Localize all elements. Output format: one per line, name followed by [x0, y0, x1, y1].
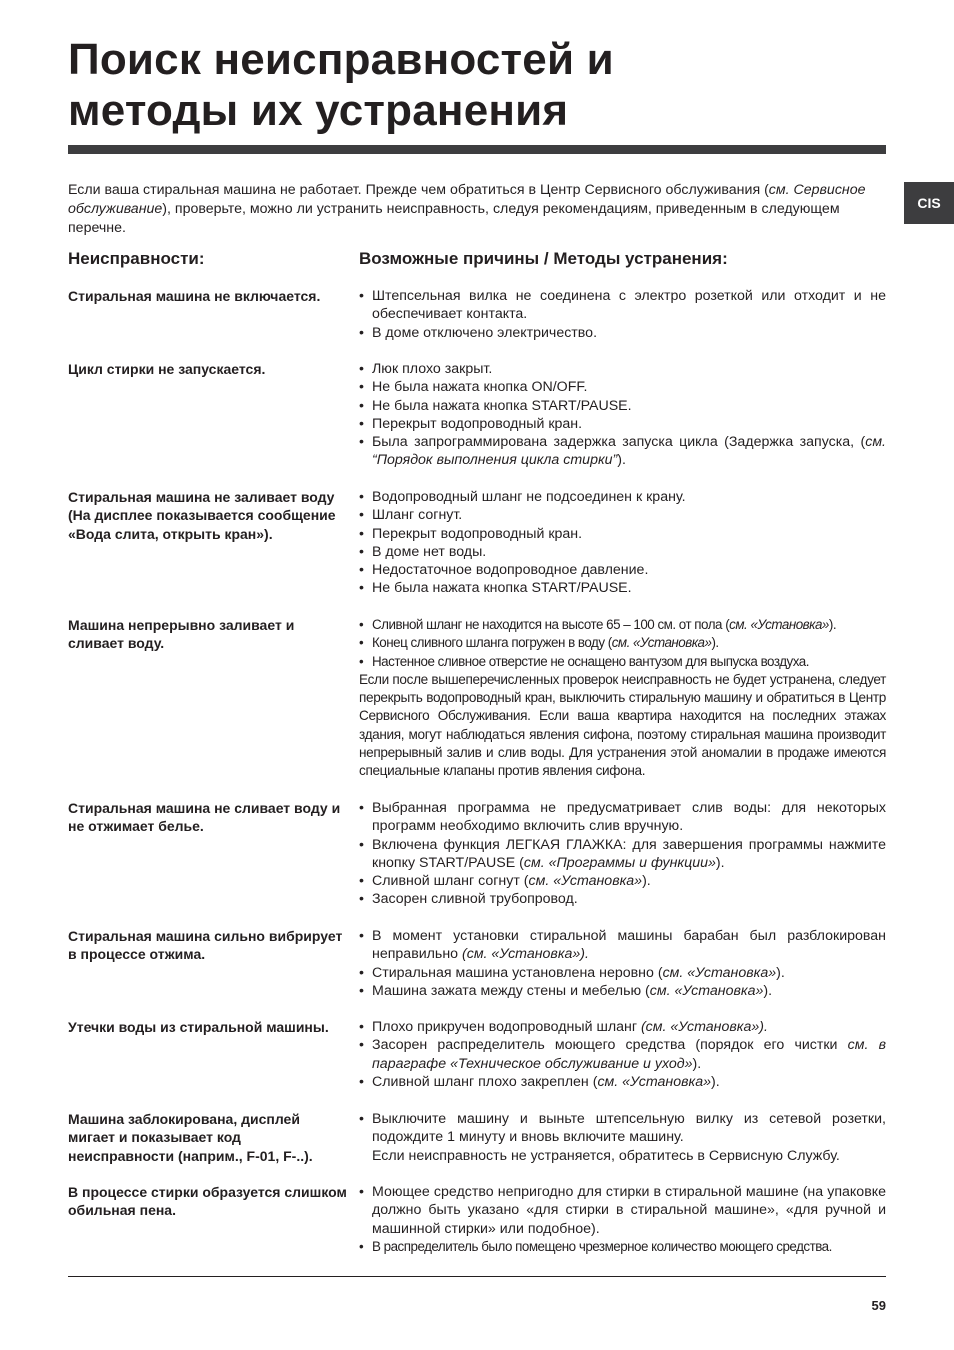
problem-label: В процессе стирки образуется слишком обильная пена.	[68, 1184, 347, 1219]
cause-text: Конец сливного шланга погружен в воду (	[372, 635, 612, 651]
language-tab-label: CIS	[917, 195, 941, 211]
title-line-2: методы их устранения	[68, 86, 569, 135]
cause-text: ).	[711, 1073, 720, 1090]
intro-text-2: ), проверьте, можно ли устранить неисправность, следуя рекомендациям, приведенным в следующем перечне.	[68, 201, 840, 236]
cause-note: Если после вышеперечисленных проверок неисправность не будет устранена, следует перекрыть водопроводный кран, выключить стиральную машину и обратиться в Центр Сервисного Обслуживания. Если ваша квартира находится на последних этажах здания, могут наблюдаться явления сифона, поэтому стиральная машина производит непрерывный залив и слив воды. Для устранения этой аномалии в продаже имеются специальные клапаны против явления сифона.	[359, 671, 886, 779]
cause-text: ).	[711, 635, 719, 651]
cause-text: Включена функция ЛЕГКАЯ ГЛАЖКА: для завершения программы нажмите кнопку START/PAUSE (	[372, 836, 886, 871]
cause-reference: см. «Установка»	[597, 1073, 712, 1090]
cause-reference: см. «Установка»	[611, 635, 712, 651]
cause-item	[359, 1036, 886, 1073]
causes-block	[359, 287, 886, 342]
cause-item	[359, 836, 886, 873]
cause-item: • Моющее средство непригодно для стирки в стиральной машине (на упаковке должно быть указано «для стирки в стиральной машине», «для ручной и машинной стирки» или подобное).	[359, 1183, 886, 1238]
cause-reference: см. в параграфе «Техническое обслуживание и уход»	[372, 1037, 886, 1072]
causes-block	[359, 799, 886, 909]
column-heading-problems: Неисправности:	[68, 249, 205, 268]
cause-item: • В доме отключено электричество.	[359, 324, 886, 342]
cause-note: Если неисправность не устраняется, обратитесь в Сервисную Службу.	[372, 1147, 840, 1164]
cause-text: ).	[776, 964, 785, 981]
cause-reference: см. «Установка»	[729, 617, 829, 632]
cause-text: ).	[715, 854, 725, 871]
cause-text: Стиральная машина установлена неровно (	[372, 964, 663, 981]
cause-item: • Шланг согнут.	[359, 506, 886, 524]
cause-item	[359, 964, 886, 982]
cause-reference: см. «Установка»	[528, 873, 643, 890]
intro-paragraph	[68, 181, 883, 238]
cause-text: Была запрограммирована задержка запуска цикла (Задержка запуска,	[372, 434, 855, 451]
causes-block	[359, 616, 886, 781]
cause-reference: (см. «Установка»).	[640, 1019, 768, 1035]
cause-item: • Засорен сливной трубопровод.	[359, 890, 886, 908]
problem-label: Машина заблокирована, дисплей мигает и показывает код неисправности (наприм., F-01, F-..).	[68, 1111, 313, 1164]
cause-text: ).	[763, 982, 773, 999]
causes-block	[359, 360, 886, 470]
cause-text: ).	[642, 873, 651, 890]
cause-item: • Не была нажата кнопка START/PAUSE.	[359, 579, 886, 597]
cause-text: Засорен распределитель моющего средства (порядок его чистки	[372, 1037, 848, 1054]
causes-block	[359, 927, 886, 1000]
problem-label: Утечки воды из стиральной машины.	[68, 1019, 329, 1035]
cause-text: Сливной шланг не находится на высоте 65 – 100 см. от пола (	[372, 617, 730, 632]
cause-reference: см. «Установка»	[662, 964, 777, 981]
cause-text: Машина зажата между стены и мебелью (	[372, 982, 650, 999]
intro-text-1: Если ваша стиральная машина не работает. Прежде чем обратиться в Центр Сервисного обслуживания (	[68, 182, 769, 198]
title-line-1: Поиск неисправностей и	[68, 35, 614, 84]
cause-item: • Люк плохо закрыт.	[359, 360, 886, 378]
cause-item: • Недостаточное водопроводное давление.	[359, 561, 886, 579]
problem-label: Стиральная машина не сливает воду и не отжимает белье.	[68, 800, 341, 835]
cause-text: В момент установки стиральной машины барабан был разблокирован неправильно	[372, 928, 886, 963]
language-tab-cis	[904, 182, 954, 224]
page-title	[68, 34, 888, 136]
cause-item: • Перекрыт водопроводный кран.	[359, 415, 886, 433]
cause-text: Сливной шланг плохо закреплен (	[372, 1073, 598, 1090]
cause-text: Плохо прикручен водопроводный шланг	[372, 1019, 641, 1035]
cause-reference: см. «Установка»	[649, 982, 764, 999]
cause-item: • В распределитель было помещено чрезмерное количество моющего средства.	[359, 1238, 886, 1256]
cause-text: ).	[617, 452, 626, 469]
cause-item	[359, 634, 886, 652]
problem-label: Стиральная машина не включается.	[68, 288, 321, 304]
cause-item	[359, 982, 886, 1000]
cause-text: (	[860, 434, 866, 451]
cause-reference: (см. «Установка»).	[462, 946, 589, 963]
cause-item: • Перекрыт водопроводный кран.	[359, 525, 886, 543]
cause-reference: см. «Программы и функции»	[523, 854, 716, 871]
cause-item	[359, 1073, 886, 1091]
problem-label: Стиральная машина сильно вибрирует в процессе отжима.	[68, 928, 343, 963]
title-underline-bar	[68, 145, 886, 154]
footer-divider	[68, 1276, 886, 1277]
causes-block	[359, 488, 886, 598]
cause-item	[359, 1018, 886, 1036]
cause-text: ).	[828, 617, 837, 632]
cause-item	[359, 927, 886, 964]
intro-reference: см. Сервисное обслуживание	[68, 182, 866, 217]
cause-item	[359, 433, 886, 470]
problem-label: Стиральная машина не заливает воду (На дисплее показывается сообщение «Вода слита, открыть кран»).	[68, 489, 336, 542]
causes-block	[359, 1018, 886, 1091]
page-number: 59	[871, 1298, 886, 1313]
causes-block	[359, 1183, 886, 1256]
cause-item: • Настенное сливное отверстие не оснащено вантузом для выпуска воздуха.	[359, 653, 886, 671]
column-heading-causes: Возможные причины / Методы устранения:	[359, 249, 728, 268]
cause-item: • Выбранная программа не предусматривает слив воды: для некоторых программ необходимо включить слив вручную.	[359, 799, 886, 836]
cause-item: • Штепсельная вилка не соединена с электро розеткой или отходит и не обеспечивает контакта.	[359, 287, 886, 324]
cause-text: ).	[692, 1055, 702, 1072]
cause-item	[359, 616, 886, 634]
causes-block	[359, 1110, 886, 1165]
cause-item: • Не была нажата кнопка ON/OFF.	[359, 378, 886, 396]
cause-reference: см. “Порядок выполнения цикла стирки”	[372, 434, 886, 469]
cause-text: Сливной шланг согнут (	[372, 873, 529, 890]
problem-label: Машина непрерывно заливает и сливает воду.	[68, 617, 295, 652]
cause-item: • В доме нет воды.	[359, 543, 886, 561]
cause-item: • Водопроводный шланг не подсоединен к крану.	[359, 488, 886, 506]
cause-item: • Выключите машину и выньте штепсельную вилку из сетевой розетки, подождите 1 минуту и вновь включите машину.	[359, 1110, 886, 1147]
cause-item: • Не была нажата кнопка START/PAUSE.	[359, 397, 886, 415]
cause-item	[359, 872, 886, 890]
problem-label: Цикл стирки не запускается.	[68, 361, 266, 377]
